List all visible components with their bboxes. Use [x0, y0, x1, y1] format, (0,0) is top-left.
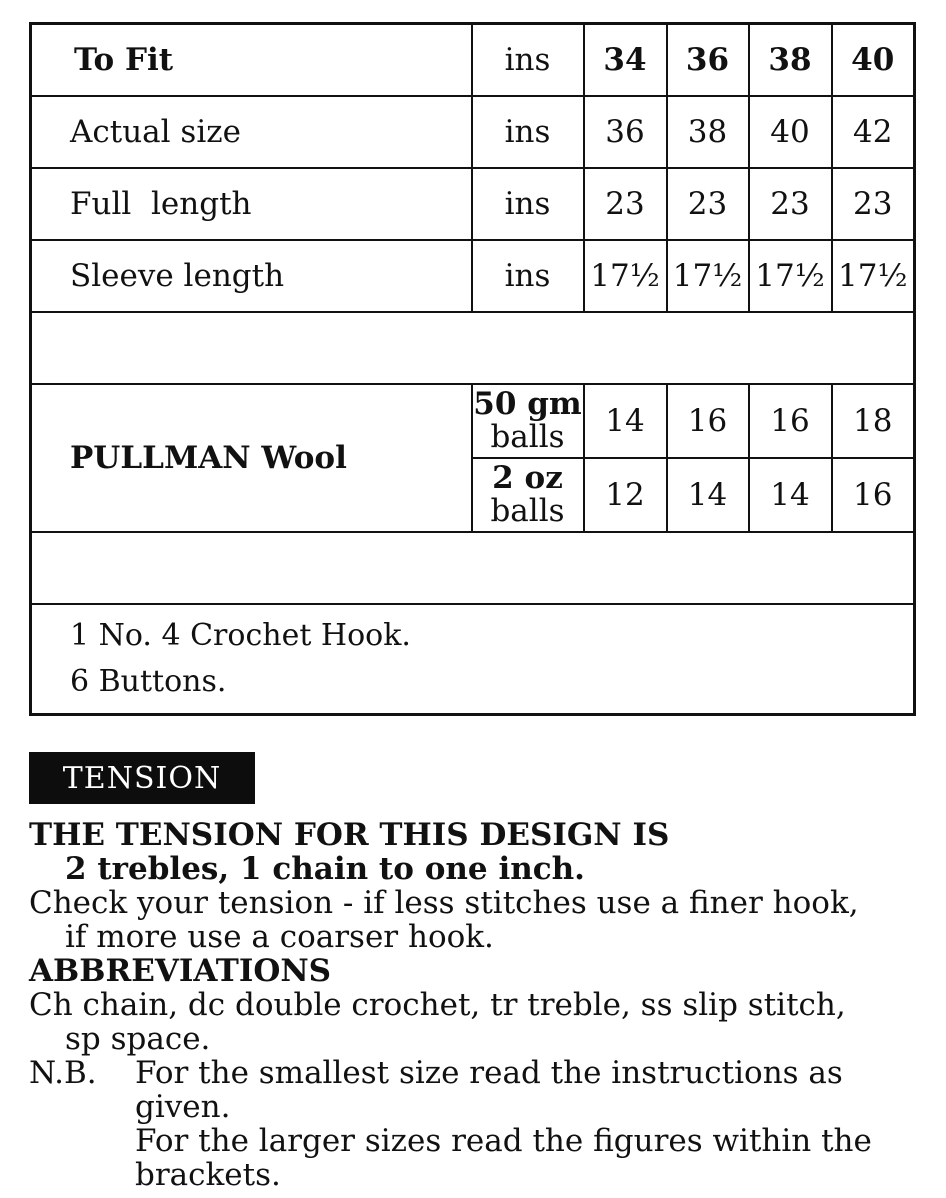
row-value: 17½: [584, 240, 667, 312]
nb-line-4: brackets.: [135, 1157, 281, 1193]
ball-unit: [472, 384, 584, 458]
notion-hook: 1 No. 4 Crochet Hook.: [70, 618, 411, 653]
row-label: Full length: [31, 168, 472, 240]
notion-buttons: 6 Buttons.: [70, 664, 227, 699]
to-fit-row: [31, 24, 915, 97]
wool-label: PULLMAN Wool: [31, 384, 472, 532]
ball-unit-word: balls: [490, 493, 565, 529]
ball-count: 14: [584, 384, 667, 458]
row-value: 17½: [832, 240, 915, 312]
row-value: 23: [749, 168, 832, 240]
row-value: 38: [667, 96, 749, 168]
ball-count: 14: [749, 458, 832, 532]
abbreviations-heading: ABBREVIATIONS: [29, 953, 332, 989]
to-fit-label: To Fit: [31, 24, 472, 97]
tension-check-line-2: if more use a coarser hook.: [65, 919, 494, 955]
size-40: 40: [832, 24, 915, 97]
row-value: 17½: [749, 240, 832, 312]
to-fit-unit: ins: [472, 24, 584, 97]
size-34: 34: [584, 24, 667, 97]
nb-tag: N.B.: [29, 1055, 97, 1091]
ball-count: 14: [667, 458, 749, 532]
full-length-row: [31, 168, 915, 240]
blank-row: [31, 532, 915, 604]
size-table: [29, 22, 916, 716]
wool-row-50gm: [31, 384, 915, 458]
row-unit: ins: [472, 168, 584, 240]
ball-count: 18: [832, 384, 915, 458]
nb-line-1: For the smallest size read the instructions as: [135, 1055, 843, 1091]
row-unit: ins: [472, 240, 584, 312]
row-value: 23: [584, 168, 667, 240]
tension-heading: TENSION: [29, 752, 255, 804]
row-value: 23: [832, 168, 915, 240]
row-unit: ins: [472, 96, 584, 168]
size-36: 36: [667, 24, 749, 97]
nb-note: [29, 1056, 919, 1192]
tension-check-line-1: Check your tension - if less stitches use a finer hook,: [29, 885, 859, 921]
ball-unit-weight: 2 oz: [492, 460, 563, 497]
size-38: 38: [749, 24, 832, 97]
row-value: 42: [832, 96, 915, 168]
tension-line-1: THE TENSION FOR THIS DESIGN IS: [29, 817, 670, 853]
abbreviations-line-1: Ch chain, dc double crochet, tr treble, ss slip stitch,: [29, 987, 846, 1023]
nb-line-3: For the larger sizes read the figures within the: [135, 1123, 872, 1159]
notions-row: [31, 604, 915, 715]
row-value: 40: [749, 96, 832, 168]
row-label: Actual size: [31, 96, 472, 168]
actual-size-row: [31, 96, 915, 168]
abbreviations-line-2: sp space.: [65, 1021, 211, 1057]
ball-unit-word: balls: [490, 419, 565, 455]
ball-count: 12: [584, 458, 667, 532]
tension-line-2: 2 trebles, 1 chain to one inch.: [65, 851, 585, 887]
ball-unit: [472, 458, 584, 532]
row-value: 36: [584, 96, 667, 168]
nb-body: [135, 1056, 919, 1192]
instructions-text: [29, 818, 919, 1192]
ball-count: 16: [667, 384, 749, 458]
notions-cell: [31, 604, 915, 715]
blank-cell: [31, 532, 915, 604]
nb-line-2: given.: [135, 1089, 231, 1125]
blank-cell: [31, 312, 915, 384]
blank-row: [31, 312, 915, 384]
row-value: 23: [667, 168, 749, 240]
row-value: 17½: [667, 240, 749, 312]
sleeve-length-row: [31, 240, 915, 312]
ball-count: 16: [749, 384, 832, 458]
ball-unit-weight: 50 gm: [473, 386, 582, 423]
ball-count: 16: [832, 458, 915, 532]
row-label: Sleeve length: [31, 240, 472, 312]
